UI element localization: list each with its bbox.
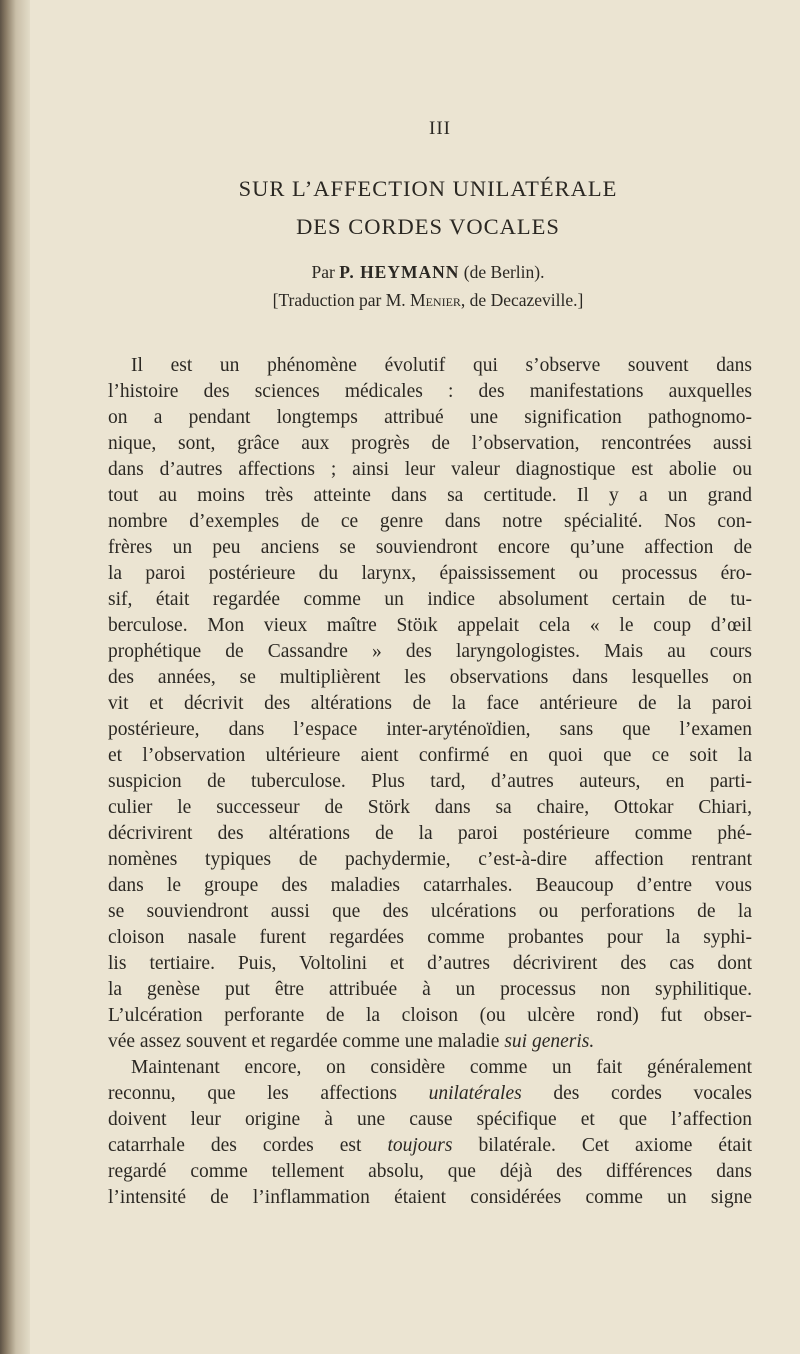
body-line: l’intensité de l’inflammation étaient considérées comme un signe: [108, 1187, 752, 1208]
body-line: dans d’autres affections ; ainsi leur valeur diagnostique est abolie ou: [108, 459, 752, 480]
translation-suffix: , de Decazeville.]: [460, 290, 584, 310]
body-text: catarrhale des cordes est: [108, 1135, 362, 1156]
body-line: on a pendant longtemps attribué une signification pathognomo-: [108, 407, 752, 428]
italic-term: unilatérales: [428, 1083, 522, 1104]
translation-prefix: [Traduction par M.: [272, 290, 406, 310]
body-line: postérieure, dans l’espace inter-aryténoïdien, sans que l’examen: [108, 719, 752, 740]
body-line: dans le groupe des maladies catarrhales. Beaucoup d’entre vous: [108, 875, 752, 896]
italic-term: toujours: [387, 1135, 453, 1156]
body-line: cloison nasale furent regardées comme probantes pour la syphi-: [108, 927, 752, 948]
body-line: se souviendront aussi que des ulcérations ou perforations de la: [108, 901, 752, 922]
author-name: P. HEYMANN: [339, 262, 460, 282]
article-title-line-1: SUR L’AFFECTION UNILATÉRALE: [238, 176, 618, 201]
body-line: nomènes typiques de pachydermie, c’est-à-dire affection rentrant: [108, 849, 752, 870]
body-line: tout au moins très atteinte dans sa certitude. Il y a un grand: [108, 485, 752, 506]
body-line: la genèse put être attribuée à un processus non syphilitique.: [108, 979, 752, 1000]
body-line: [108, 1133, 752, 1159]
byline: [0, 262, 800, 283]
body-line: frères un peu anciens se souviendront encore qu’une affection de: [108, 537, 752, 558]
body-text: reconnu, que les affections: [108, 1083, 397, 1104]
body-line: doivent leur origine à une cause spécifique et que l’affection: [108, 1109, 752, 1130]
body-line: lis tertiaire. Puis, Voltolini et d’autres décrivirent des cas dont: [108, 953, 752, 974]
body-line: Maintenant encore, on considère comme un fait généralement: [131, 1057, 752, 1078]
body-line: regardé comme tellement absolu, que déjà des différences dans: [108, 1161, 752, 1182]
body-line: décrivirent des altérations de la paroi postérieure comme phé-: [108, 823, 752, 844]
body-text: bilatérale. Cet axiome était: [478, 1135, 752, 1156]
body-line: la paroi postérieure du larynx, épaississement ou processus éro-: [108, 563, 752, 584]
body-text: vée assez souvent et regardée comme une maladie: [108, 1031, 500, 1052]
body-line: prophétique de Cassandre » des laryngologistes. Mais au cours: [108, 641, 752, 662]
body-line: [108, 1081, 752, 1107]
body-line: nombre d’exemples de ce genre dans notre spécialité. Nos con-: [108, 511, 752, 532]
chapter-numeral: III: [429, 118, 451, 139]
body-line: l’histoire des sciences médicales : des manifestations auxquelles: [108, 381, 752, 402]
body-line: Il est un phénomène évolutif qui s’observe souvent dans: [131, 355, 752, 376]
translation-note: [0, 290, 800, 311]
body-line: berculose. Mon vieux maître Stöık appelait cela « le coup d’œil: [108, 615, 752, 636]
body-line: et l’observation ultérieure aient confirmé en quoi que ce soit la: [108, 745, 752, 766]
article-title-line-2: DES CORDES VOCALES: [296, 214, 560, 239]
page-binding-shadow: [0, 0, 30, 1354]
body-text: des cordes vocales: [553, 1083, 753, 1104]
body-line: sif, était regardée comme un indice absolument certain de tu-: [108, 589, 752, 610]
body-line: L’ulcération perforante de la cloison (ou ulcère rond) fut obser-: [108, 1005, 752, 1026]
italic-term: sui generis.: [504, 1031, 595, 1052]
author-affiliation: (de Berlin).: [463, 262, 545, 282]
body-line: culier le successeur de Störk dans sa chaire, Ottokar Chiari,: [108, 797, 752, 818]
byline-prefix: Par: [311, 262, 335, 282]
body-line: suspicion de tuberculose. Plus tard, d’autres auteurs, en parti-: [108, 771, 752, 792]
body-line: des années, se multiplièrent les observations dans lesquelles on: [108, 667, 752, 688]
translator-name: Menier: [410, 290, 461, 310]
body-line: nique, sont, grâce aux progrès de l’observation, rencontrées aussi: [108, 433, 752, 454]
body-line: vit et décrivit des altérations de la face antérieure de la paroi: [108, 693, 752, 714]
body-line: [108, 1029, 752, 1055]
